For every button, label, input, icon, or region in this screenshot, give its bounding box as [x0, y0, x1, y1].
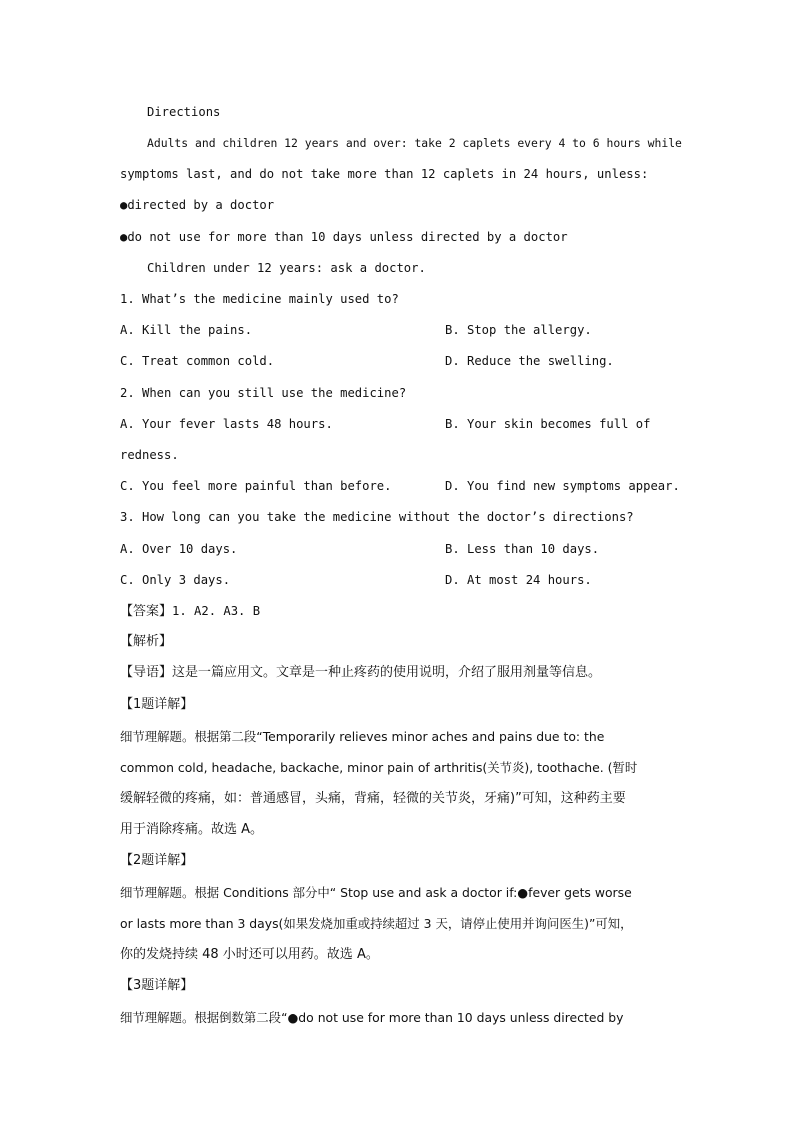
directions-adults-line2: symptoms last, and do not take more than 12 caplets in 24 hours, unless: [120, 167, 649, 181]
question-2-option-d: D. You find new symptoms appear. [445, 479, 680, 493]
directions-bullet-2: ●do not use for more than 10 days unless directed by a doctor [120, 230, 568, 244]
question-1-option-d: D. Reduce the swelling. [445, 354, 614, 368]
question-3-option-d: D. At most 24 hours. [445, 573, 592, 587]
question-2-option-c: C. You feel more painful than before. [120, 479, 392, 493]
guide-text: 这是一篇应用文。文章是一种止疼药的使用说明，介绍了服用剂量等信息。 [172, 665, 602, 680]
detail-1-line-1: 细节理解题。根据第二段“Temporarily relieves minor aches and pains due to: the [120, 729, 605, 744]
question-2-option-a: A. Your fever lasts 48 hours. [120, 417, 333, 431]
detail-1-title: 【1题详解】 [120, 697, 194, 712]
question-3-option-c: C. Only 3 days. [120, 573, 231, 587]
question-1-option-c: C. Treat common cold. [120, 354, 275, 368]
detail-1-line-3: 缓解轻微的疼痛，如：普通感冒，头痛，背痛，轻微的关节炎，牙痛)”可知，这种药主要 [120, 791, 626, 806]
detail-2-line-2: or lasts more than 3 days(如果发烧加重或持续超过 3 天，请停止使用并询问医生)”可知， [120, 916, 633, 931]
detail-2-line-3: 你的发烧持续 48 小时还可以用药。故选 A。 [120, 947, 379, 962]
detail-2-line-1: 细节理解题。根据 Conditions 部分中“ Stop use and ask a doctor if:●fever gets worse [120, 885, 632, 900]
directions-heading: Directions [147, 105, 221, 119]
answer-text: 1. A2. A3. B [172, 604, 261, 618]
question-2-stem: 2. When can you still use the medicine? [120, 386, 407, 400]
detail-2-title: 【2题详解】 [120, 853, 194, 868]
question-3-option-b: B. Less than 10 days. [445, 542, 600, 556]
detail-3-title: 【3题详解】 [120, 978, 194, 993]
analysis-label: 【解析】 [120, 634, 173, 649]
question-1-stem: 1. What’s the medicine mainly used to? [120, 292, 399, 306]
question-3-stem: 3. How long can you take the medicine without the doctor’s directions? [120, 510, 634, 524]
question-2-option-b: B. Your skin becomes full of [445, 417, 651, 431]
question-1-option-b: B. Stop the allergy. [445, 323, 592, 337]
question-1-option-a: A. Kill the pains. [120, 323, 253, 337]
guide-label: 【导语】 [120, 665, 173, 680]
answer-label: 【答案】 [120, 604, 173, 619]
directions-adults-line1: Adults and children 12 years and over: take 2 caplets every 4 to 6 hours while [147, 136, 682, 150]
detail-1-line-4: 用于消除疼痛。故选 A。 [120, 822, 264, 837]
detail-3-line-1: 细节理解题。根据倒数第二段“●do not use for more than 10 days unless directed by [120, 1010, 624, 1025]
detail-1-line-2: common cold, headache, backache, minor pain of arthritis(关节炎), toothache. (暂时 [120, 760, 638, 775]
directions-bullet-1: ●directed by a doctor [120, 198, 275, 212]
answer-line [120, 603, 260, 620]
question-3-option-a: A. Over 10 days. [120, 542, 238, 556]
question-2-option-b-continued: redness. [120, 448, 179, 462]
directions-children: Children under 12 years: ask a doctor. [147, 261, 426, 275]
guide-line [120, 665, 601, 681]
